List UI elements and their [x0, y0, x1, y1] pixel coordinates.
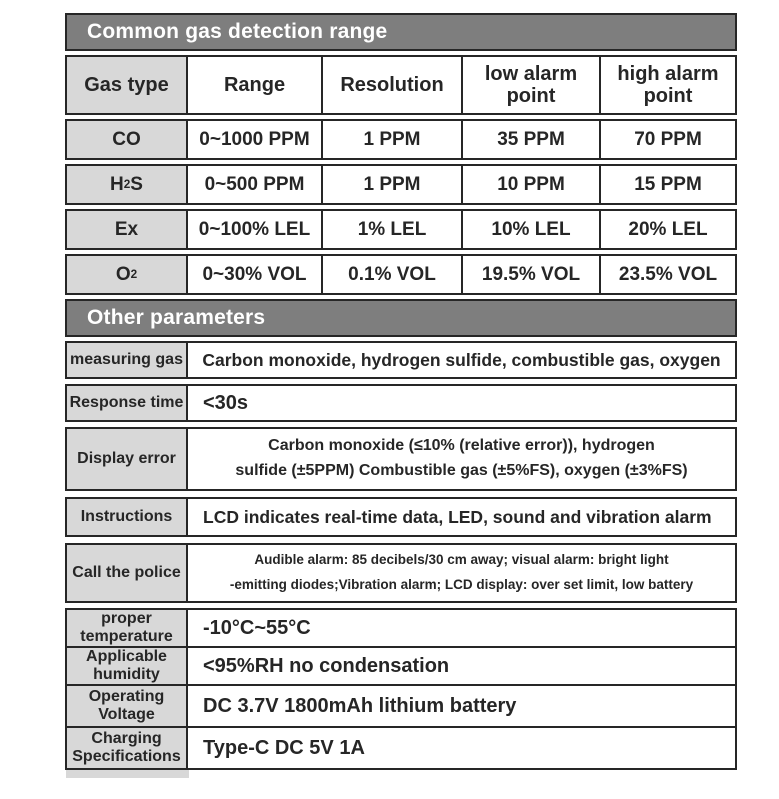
gas-column-header: low alarm point [463, 57, 601, 113]
parameter-value: -10°C~55°C [203, 616, 311, 639]
gas-value-cell: 10 PPM [463, 166, 601, 203]
gas-column-header: high alarm point [617, 62, 719, 107]
gas-value-cell: 35 PPM [463, 121, 601, 158]
gas-value-cell: 0~30% VOL [188, 256, 323, 293]
gas-value-cell: 0~500 PPM [188, 166, 323, 203]
parameter-label: Applicable humidity [67, 648, 188, 684]
gas-table-row [65, 119, 737, 160]
gas-value-cell: 0.1% VOL [323, 256, 463, 293]
gas-table-title: Common gas detection range [65, 13, 737, 51]
gas-value-cell: 0~100% LEL [188, 211, 323, 248]
parameter-value: Type-C DC 5V 1A [203, 736, 365, 759]
parameter-label: Charging Specifications [67, 728, 188, 768]
gas-type-cell: O 2 [67, 256, 188, 293]
parameter-row [65, 384, 737, 422]
gas-table-row [65, 164, 737, 205]
parameter-row [65, 543, 737, 603]
gas-type-cell: Ex [67, 211, 188, 248]
gas-value-cell: 19.5% VOL [463, 256, 601, 293]
gas-table-header-row [65, 55, 737, 115]
parameter-value: LCD indicates real-time data, LED, sound and vibration alarm [203, 506, 712, 527]
parameter-value: <95%RH no condensation [203, 654, 450, 677]
gas-value-cell: 0~1000 PPM [188, 121, 323, 158]
parameter-row [65, 726, 737, 770]
gas-value-cell: 1 PPM [323, 166, 463, 203]
gas-detection-table [65, 13, 737, 295]
parameter-row [65, 427, 737, 491]
gas-table-row [65, 254, 737, 295]
gas-type-cell: H 2 S [67, 166, 188, 203]
gas-table-row [65, 209, 737, 250]
other-parameters-table [65, 299, 737, 778]
parameter-label: Response time [67, 386, 188, 420]
gas-column-header: Gas type [67, 57, 188, 113]
gas-column-header: Resolution [323, 57, 463, 113]
parameter-label: Call the police [67, 545, 188, 601]
gas-value-cell: 70 PPM [634, 128, 702, 150]
other-parameters-title: Other parameters [65, 299, 737, 337]
parameter-row [65, 646, 737, 686]
gas-type-cell: CO [67, 121, 188, 158]
parameter-row [65, 341, 737, 379]
parameter-label: Operating Voltage [67, 686, 188, 726]
label-column-stub [66, 770, 189, 778]
gas-table-body [65, 119, 737, 295]
parameter-row [65, 684, 737, 728]
parameter-value: <30s [203, 391, 249, 414]
parameter-value: Carbon monoxide (≤10% (relative error)), hydrogen sulfide (±5PPM) Combustible gas (±5%FS), oxygen (±3%FS) [235, 437, 688, 479]
parameter-row [65, 608, 737, 648]
other-parameters-body [65, 341, 737, 770]
gas-value-cell: 23.5% VOL [618, 263, 718, 285]
parameter-label: Display error [67, 429, 188, 489]
gas-value-cell: 15 PPM [634, 173, 702, 195]
parameter-row [65, 497, 737, 537]
parameter-label: measuring gas [67, 343, 188, 377]
parameter-label: Instructions [67, 499, 188, 535]
parameter-value: DC 3.7V 1800mAh lithium battery [203, 694, 517, 717]
gas-value-cell: 1 PPM [323, 121, 463, 158]
parameter-value: Carbon monoxide, hydrogen sulfide, combustible gas, oxygen [202, 349, 721, 370]
gas-column-header: Range [188, 57, 323, 113]
gas-value-cell: 10% LEL [463, 211, 601, 248]
parameter-label: proper temperature [67, 610, 188, 646]
gas-value-cell: 20% LEL [628, 218, 708, 240]
gas-value-cell: 1% LEL [323, 211, 463, 248]
parameter-value: Audible alarm: 85 decibels/30 cm away; visual alarm: bright light -emitting diodes;Vibration alarm; LCD display: over set limit, low battery [229, 552, 694, 592]
